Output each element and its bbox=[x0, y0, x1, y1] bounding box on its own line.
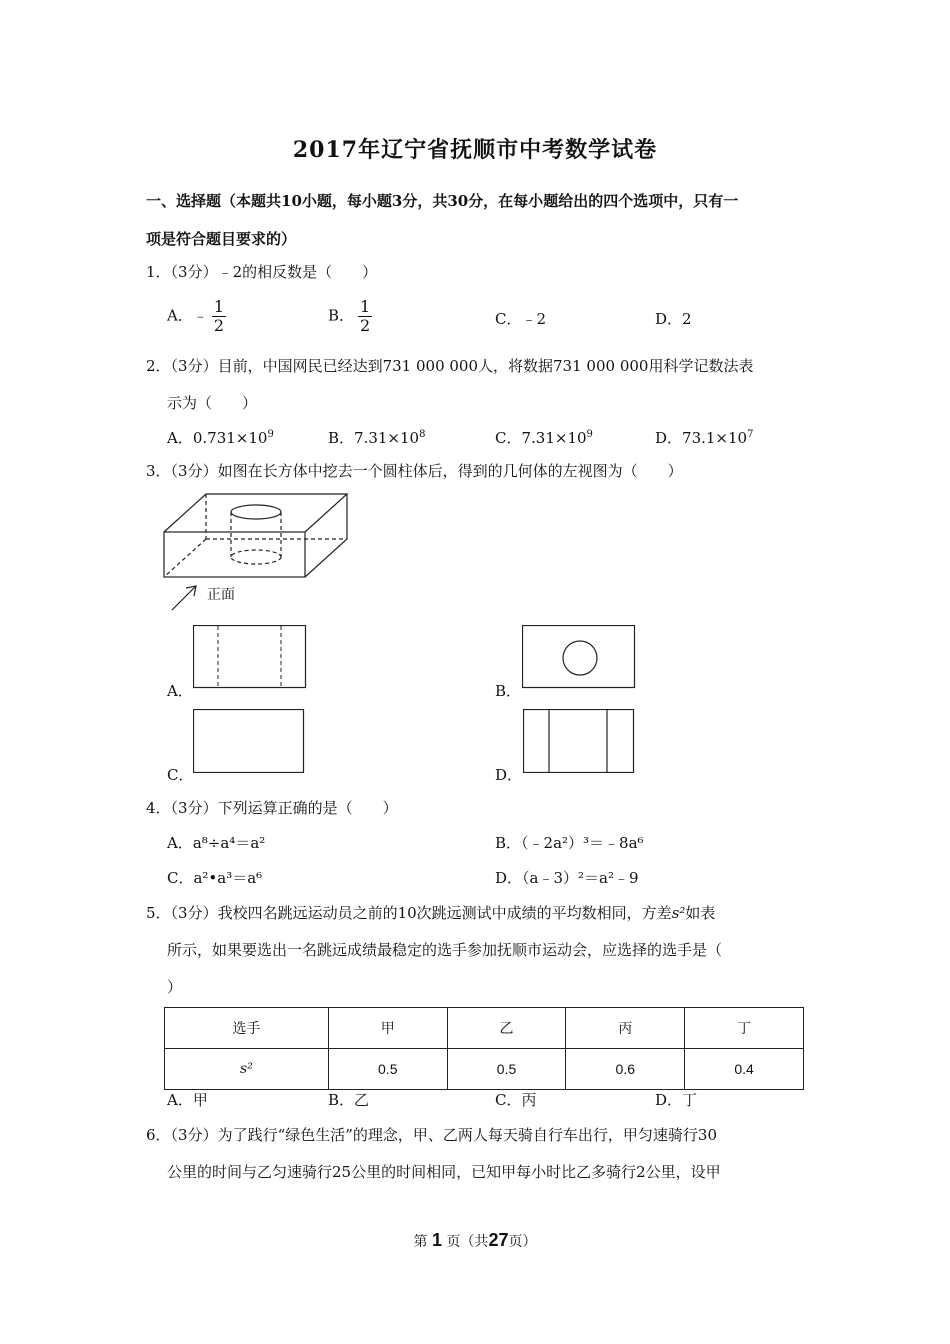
q2-a-base: A．0.731×10 bbox=[167, 429, 268, 447]
fraction-numerator: 1 bbox=[213, 297, 225, 316]
q2-d-exponent: 7 bbox=[747, 429, 754, 440]
q5-stem-text-end: 如表 bbox=[685, 904, 716, 922]
q1-option-d: D．2 bbox=[655, 310, 692, 328]
q6-stem-line2: 公里的时间与乙匀速骑行25公里的时间相同，已知甲每小时比乙多骑行2公里，设甲 bbox=[167, 1163, 721, 1181]
table-cell: 0.4 bbox=[685, 1049, 804, 1090]
footer-suffix: 页） bbox=[508, 1234, 537, 1250]
table-cell: 0.5 bbox=[447, 1049, 566, 1090]
q5-option-d: D．丁 bbox=[655, 1091, 698, 1109]
section-heading-line2: 项是符合题目要求的） bbox=[146, 230, 297, 248]
q5-stem-line3: ） bbox=[167, 978, 183, 996]
footer-middle: 页（共 bbox=[446, 1234, 489, 1250]
q3-option-c-label: C． bbox=[167, 766, 194, 784]
table-row-label bbox=[165, 1049, 329, 1090]
q1-option-c: C．﹣2 bbox=[495, 310, 547, 328]
table-header-cell: 丁 bbox=[685, 1008, 804, 1049]
q5-option-b: B．乙 bbox=[328, 1091, 370, 1109]
table-header-row bbox=[165, 1008, 804, 1049]
page-footer bbox=[0, 1230, 950, 1251]
q2-d-base: D．73.1×10 bbox=[655, 429, 748, 447]
q1-option-a bbox=[167, 298, 226, 335]
fraction-numerator: 1 bbox=[360, 297, 371, 316]
q5-stem-line1 bbox=[146, 902, 715, 923]
q2-option-d bbox=[655, 427, 753, 448]
variance-label: s² bbox=[240, 1061, 253, 1077]
q3-cuboid-figure bbox=[160, 488, 360, 618]
cuboid-right-face bbox=[305, 494, 347, 577]
q3-option-a-label: A． bbox=[167, 682, 193, 700]
q3-option-b-figure bbox=[522, 625, 636, 689]
q3-stem: 3．（3分）如图在长方体中挖去一个圆柱体后，得到的几何体的左视图为（ ） bbox=[146, 462, 683, 480]
q1-b-fraction bbox=[358, 298, 372, 335]
total-pages: 27 bbox=[488, 1230, 509, 1250]
q2-option-a bbox=[167, 427, 274, 448]
q2-stem-line1: 2．（3分）目前，中国网民已经达到731 000 000人，将数据731 000 000用科学记数法表 bbox=[146, 357, 754, 375]
section-heading-line1: 一、选择题（本题共10小题，每小题3分，共30分，在每小题给出的四个选项中，只有一 bbox=[146, 192, 739, 210]
table-header-cell: 乙 bbox=[447, 1008, 566, 1049]
table-row bbox=[165, 1049, 804, 1090]
front-view-label: 正面 bbox=[207, 587, 235, 603]
cuboid-top-face bbox=[164, 494, 347, 532]
circle-shape bbox=[563, 641, 597, 675]
table-cell: 0.6 bbox=[566, 1049, 685, 1090]
footer-prefix: 第 bbox=[413, 1234, 428, 1250]
q4-option-a: A．a⁸÷a⁴＝a² bbox=[167, 834, 266, 852]
cuboid-hidden-edge bbox=[164, 539, 206, 577]
q1-a-label: A．﹣ bbox=[167, 306, 208, 325]
q4-option-b: B．（﹣2a²）³＝﹣8a⁶ bbox=[495, 834, 644, 852]
variance-symbol: s² bbox=[671, 904, 686, 922]
q1-option-b bbox=[328, 298, 372, 335]
page-number: 1 bbox=[431, 1230, 442, 1250]
q3-option-d-label: D． bbox=[495, 766, 523, 784]
q5-stem-line2: 所示，如果要选出一名跳远成绩最稳定的选手参加抚顺市运动会，应选择的选手是（ bbox=[167, 941, 723, 959]
fraction-denominator: 2 bbox=[360, 316, 371, 335]
q3-option-a-figure bbox=[193, 625, 307, 689]
table-header-cell: 选手 bbox=[165, 1008, 329, 1049]
q4-stem: 4．（3分）下列运算正确的是（ ） bbox=[146, 799, 398, 817]
q3-option-b-label: B． bbox=[495, 682, 522, 700]
q3-option-c-figure bbox=[193, 709, 305, 773]
q4-option-d: D．（a﹣3）²＝a²﹣9 bbox=[495, 869, 639, 887]
q1-b-label: B． bbox=[328, 306, 355, 325]
q5-option-c: C．丙 bbox=[495, 1091, 537, 1109]
fraction-denominator: 2 bbox=[213, 316, 225, 335]
q2-option-b bbox=[328, 427, 425, 448]
table-header-cell: 甲 bbox=[328, 1008, 447, 1049]
q2-option-c bbox=[495, 427, 593, 448]
q2-c-base: C．7.31×10 bbox=[495, 429, 587, 447]
q3-option-d-figure bbox=[523, 709, 635, 773]
q2-a-exponent: 9 bbox=[267, 429, 274, 440]
q5-stem-text: 5．（3分）我校四名跳远运动员之前的10次跳远测试中成绩的平均数相同，方差 bbox=[146, 904, 672, 922]
q1-a-fraction bbox=[212, 298, 226, 335]
variance-table bbox=[164, 1007, 804, 1090]
q4-option-c: C．a²•a³＝a⁶ bbox=[167, 869, 263, 887]
table-cell: 0.5 bbox=[328, 1049, 447, 1090]
front-arrow-line bbox=[172, 586, 196, 610]
q2-c-exponent: 9 bbox=[586, 429, 593, 440]
cylinder-bottom-ellipse bbox=[231, 550, 281, 564]
q2-stem-line2: 示为（ ） bbox=[167, 394, 258, 412]
q6-stem-line1: 6．（3分）为了践行“绿色生活”的理念，甲、乙两人每天骑自行车出行，甲匀速骑行30 bbox=[146, 1126, 718, 1144]
q2-b-exponent: 8 bbox=[419, 429, 426, 440]
page-title: 2017年辽宁省抚顺市中考数学试卷 bbox=[292, 137, 658, 163]
q2-b-base: B．7.31×10 bbox=[328, 429, 420, 447]
q1-stem: 1．（3分）﹣2的相反数是（ ） bbox=[146, 263, 378, 281]
cylinder-top-ellipse bbox=[231, 505, 281, 519]
q5-option-a: A．甲 bbox=[167, 1091, 208, 1109]
table-header-cell: 丙 bbox=[566, 1008, 685, 1049]
